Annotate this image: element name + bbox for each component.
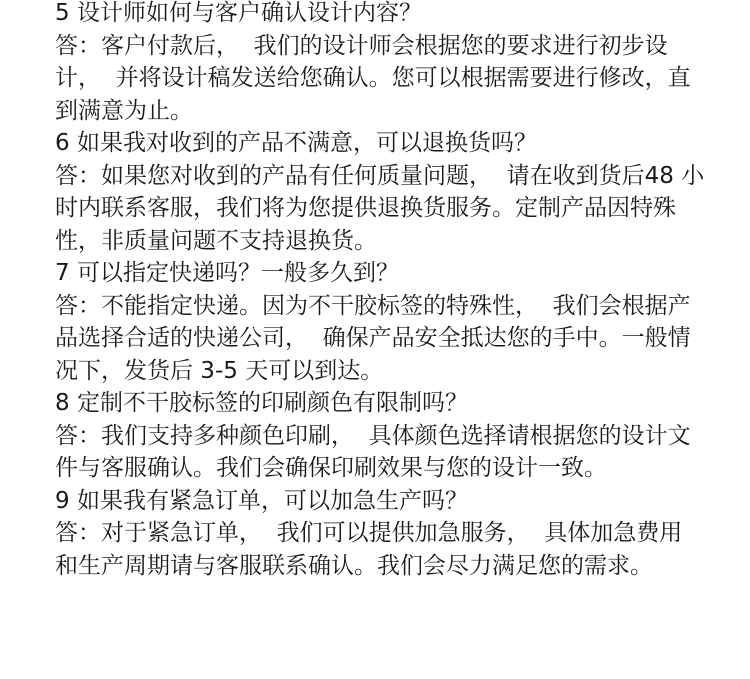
faq-question: 5 设计师如何与客户确认设计内容？: [55, 0, 422, 26]
faq-item-8: [55, 387, 705, 485]
faq-answer: 答：客户付款后， 我们的设计师会根据您的要求进行初步设计， 并将设计稿发送给您确认。您可以根据需要进行修改，直到满意为止。: [55, 32, 691, 124]
faq-answer: 答：不能指定快递。因为不干胶标签的特殊性， 我们会根据产品选择合适的快递公司， 确保产品安全抵达您的手中。一般情况下，发货后 3-5 天可以到达。: [55, 292, 691, 384]
faq-question: 6 如果我对收到的产品不满意，可以退换货吗？: [55, 130, 537, 156]
faq-list: [55, 0, 705, 582]
faq-question: 7 可以指定快递吗？一般多久到？: [55, 260, 399, 286]
faq-item-9: [55, 485, 705, 583]
faq-item-5: [55, 0, 705, 127]
faq-question: 9 如果我有紧急订单，可以加急生产吗？: [55, 487, 468, 514]
faq-question: 8 定制不干胶标签的印刷颜色有限制吗？: [55, 390, 468, 416]
faq-answer: 答：如果您对收到的产品有任何质量问题， 请在收到货后48 小时内联系客服，我们将为您提供退换货服务。定制产品因特殊性，非质量问题不支持退换货。: [55, 162, 705, 254]
faq-answer: 答：我们支持多种颜色印刷， 具体颜色选择请根据您的设计文件与客服确认。我们会确保印刷效果与您的设计一致。: [55, 422, 691, 481]
faq-item-6: [55, 127, 705, 257]
faq-item-7: [55, 257, 705, 387]
faq-answer: 答：对于紧急订单， 我们可以提供加急服务， 具体加急费用和生产周期请与客服联系确认。我们会尽力满足您的需求。: [55, 520, 683, 579]
